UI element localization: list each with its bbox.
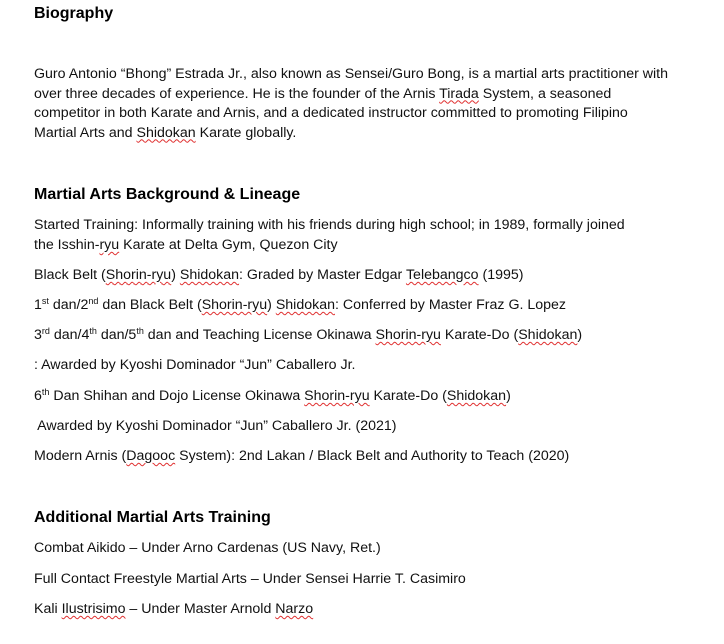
background-heading: Martial Arts Background & Lineage (34, 186, 301, 203)
ma-a: Modern Arnis ( (34, 448, 127, 464)
started-ryu: ryu (99, 237, 120, 253)
d6-t3: ) (506, 388, 511, 404)
d345-n1: 3 (34, 327, 42, 343)
biography-heading: Biography (34, 5, 114, 22)
d345-s2: th (89, 326, 97, 336)
d6-t2: Karate-Do ( (369, 388, 447, 404)
additional-heading: Additional Martial Arts Training (34, 509, 271, 526)
kali-a: Kali (34, 601, 62, 617)
d12-shidokan: Shidokan (275, 297, 335, 313)
bb-shidokan: Shidokan (179, 267, 240, 283)
d6-s1: th (41, 387, 50, 397)
bb-shorin: Shorin-ryu (105, 267, 172, 283)
d12-t4: : Conferred by Master Fraz G. Lopez (334, 297, 567, 313)
d6-t1: Dan Shihan and Dojo License Okinawa (49, 388, 305, 404)
freestyle-line: Full Contact Freestyle Martial Arts – Under Sensei Harrie T. Casimiro (34, 571, 466, 587)
bb-g: (1995) (478, 267, 524, 283)
kali-ilustrisimo: Ilustrisimo (61, 601, 126, 617)
started-training-line-1: Started Training: Informally training with his friends during high school; in 1989, formally joined (34, 217, 625, 233)
d6-shidokan: Shidokan (446, 388, 507, 404)
started-training-line-2 (34, 236, 338, 256)
d12-s1: st (41, 296, 49, 306)
d12-t1: dan/2 (48, 297, 89, 313)
d6-n1: 6 (34, 388, 42, 404)
dan-3-5-awarded-line: : Awarded by Kyoshi Dominador “Jun” Caballero Jr. (34, 357, 356, 373)
bio-text-1: Guro Antonio “Bhong” Estrada Jr., also known as Sensei/Guro Bong, is a martial arts practitioner with over three decades of experience. He is the founder of the Arnis (34, 66, 669, 102)
d12-t2: dan Black Belt ( (98, 297, 202, 313)
bio-text-shidokan: Shidokan (136, 124, 196, 141)
d345-t2: dan/5 (96, 327, 137, 343)
d345-t4: Karate-Do ( (440, 327, 519, 343)
bio-text-3: Karate globally. (195, 124, 297, 141)
kali-c: – Under Master Arnold (125, 601, 276, 617)
bb-a: Black Belt ( (34, 267, 106, 283)
d345-t1: dan/4 (49, 327, 90, 343)
d12-s2: nd (88, 296, 99, 306)
d6-shorin: Shorin-ryu (304, 388, 370, 404)
black-belt-line (34, 266, 524, 286)
ma-dagooc: Dagooc (126, 448, 176, 464)
dan-3-5-line (34, 326, 582, 346)
kali-line (34, 600, 313, 620)
dan-1-2-line (34, 296, 566, 316)
started-c: Karate at Delta Gym, Quezon City (119, 237, 338, 253)
bb-c: ) (171, 267, 180, 283)
kali-narzo: Narzo (275, 601, 314, 617)
d12-shorin: Shorin-ryu (201, 297, 268, 313)
d12-n1: 1 (34, 297, 42, 313)
d12-t3: ) (267, 297, 276, 313)
d345-t5: ) (577, 327, 583, 343)
bio-text-tirada: Tirada (439, 85, 479, 102)
d345-shorin: Shorin-ryu (375, 327, 441, 343)
ma-c: System): 2nd Lakan / Black Belt and Authority to Teach (2020) (175, 448, 570, 464)
aikido-line: Combat Aikido – Under Arno Cardenas (US Navy, Ret.) (34, 540, 381, 556)
bb-e: : Graded by Master Edgar (239, 267, 406, 283)
d345-shidokan: Shidokan (518, 327, 578, 343)
modern-arnis-line (34, 447, 569, 467)
dan-6-line (34, 387, 511, 407)
biography-paragraph (34, 65, 674, 143)
bio-text-2: System, a seasoned competitor in both Karate and Arnis, and a dedicated instructor committed to promoting Filipino Martial Arts and (34, 85, 628, 141)
started-a: the Isshin- (34, 237, 100, 253)
d345-s1: rd (41, 326, 50, 336)
d345-s3: th (136, 326, 144, 336)
d345-t3: dan and Teaching License Okinawa (143, 327, 376, 343)
bb-telebangco: Telebangco (405, 267, 479, 283)
dan-6-awarded-line: Awarded by Kyoshi Dominador “Jun” Caballero Jr. (2021) (34, 418, 397, 434)
